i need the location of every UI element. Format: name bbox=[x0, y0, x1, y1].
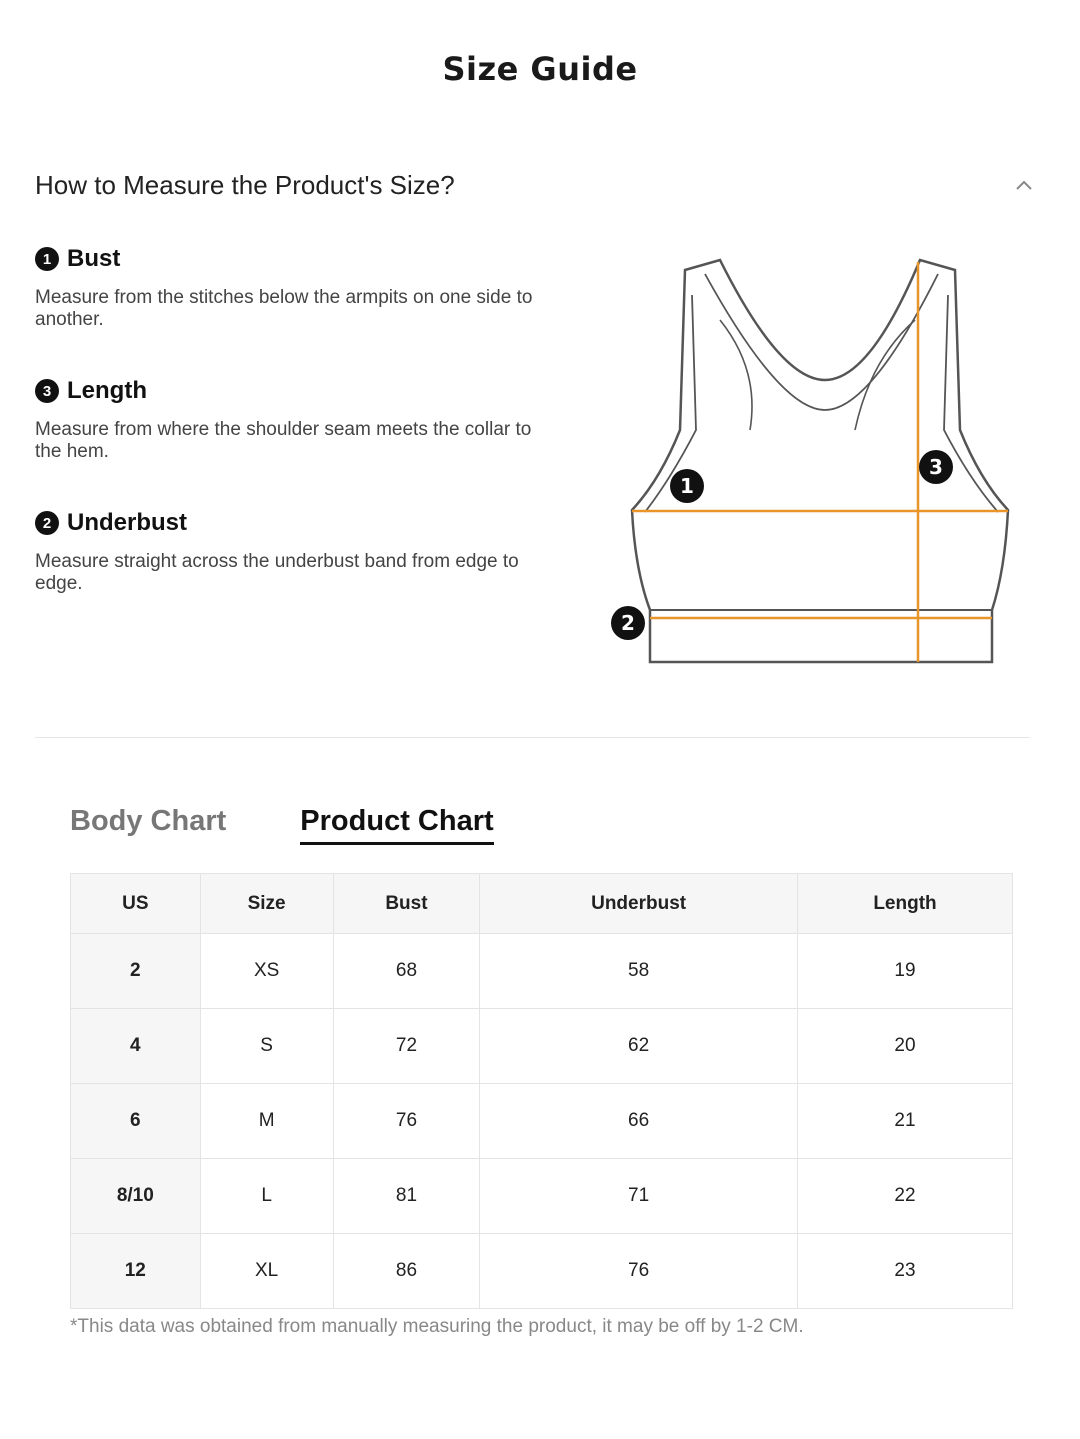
cell-underbust: 66 bbox=[480, 1084, 798, 1159]
cell-size: XS bbox=[200, 934, 333, 1009]
table-row bbox=[71, 1234, 1013, 1309]
measure-name: Bust bbox=[67, 245, 121, 272]
column-header-bust: Bust bbox=[333, 874, 480, 934]
bra-racerback-left bbox=[720, 320, 752, 430]
cell-us: 2 bbox=[71, 934, 201, 1009]
svg-text:2: 2 bbox=[621, 611, 635, 635]
cell-bust: 68 bbox=[333, 934, 480, 1009]
measure-item-bust bbox=[35, 245, 545, 331]
sports-bra-diagram bbox=[600, 250, 1040, 680]
marker-length bbox=[919, 450, 953, 484]
column-header-size: Size bbox=[200, 874, 333, 934]
cell-bust: 86 bbox=[333, 1234, 480, 1309]
tab-body-chart[interactable]: Body Chart bbox=[70, 805, 227, 837]
number-badge: 1 bbox=[35, 247, 59, 271]
marker-underbust bbox=[611, 606, 645, 640]
chart-tabs bbox=[70, 805, 494, 845]
size-table bbox=[70, 873, 1013, 1309]
cell-bust: 76 bbox=[333, 1084, 480, 1159]
tab-product-chart[interactable]: Product Chart bbox=[300, 805, 493, 845]
chevron-up-icon[interactable] bbox=[1013, 175, 1035, 197]
cell-underbust: 71 bbox=[480, 1159, 798, 1234]
footnote: *This data was obtained from manually measuring the product, it may be off by 1-2 CM. bbox=[70, 1316, 804, 1337]
table-row bbox=[71, 934, 1013, 1009]
column-header-length: Length bbox=[797, 874, 1012, 934]
measure-instructions bbox=[35, 245, 545, 641]
page-title: Size Guide bbox=[442, 50, 638, 88]
number-badge: 3 bbox=[35, 379, 59, 403]
cell-bust: 72 bbox=[333, 1009, 480, 1084]
table-row bbox=[71, 1084, 1013, 1159]
bra-racerback-right bbox=[855, 320, 915, 430]
cell-underbust: 76 bbox=[480, 1234, 798, 1309]
number-badge: 2 bbox=[35, 511, 59, 535]
measure-description: Measure from the stitches below the armpits on one side to another. bbox=[35, 287, 533, 330]
measure-description: Measure straight across the underbust band from edge to edge. bbox=[35, 551, 519, 594]
cell-size: XL bbox=[200, 1234, 333, 1309]
measure-item-length bbox=[35, 377, 545, 463]
cell-us: 4 bbox=[71, 1009, 201, 1084]
measure-name: Underbust bbox=[67, 509, 187, 536]
table-row bbox=[71, 1159, 1013, 1234]
section-divider bbox=[35, 737, 1030, 738]
column-header-us: US bbox=[71, 874, 201, 934]
cell-size: L bbox=[200, 1159, 333, 1234]
cell-length: 19 bbox=[797, 934, 1012, 1009]
table-header-row bbox=[71, 874, 1013, 934]
bra-armhole-right bbox=[944, 295, 998, 512]
cell-us: 8/10 bbox=[71, 1159, 201, 1234]
measure-item-underbust bbox=[35, 509, 545, 595]
marker-bust bbox=[670, 469, 704, 503]
cell-us: 6 bbox=[71, 1084, 201, 1159]
svg-text:3: 3 bbox=[929, 455, 943, 479]
section-title: How to Measure the Product's Size? bbox=[35, 170, 455, 200]
table-row bbox=[71, 1009, 1013, 1084]
cell-us: 12 bbox=[71, 1234, 201, 1309]
cell-length: 20 bbox=[797, 1009, 1012, 1084]
svg-text:1: 1 bbox=[680, 474, 694, 498]
column-header-underbust: Underbust bbox=[480, 874, 798, 934]
cell-length: 22 bbox=[797, 1159, 1012, 1234]
cell-underbust: 62 bbox=[480, 1009, 798, 1084]
cell-length: 23 bbox=[797, 1234, 1012, 1309]
bra-neckline-inner bbox=[705, 274, 938, 410]
cell-bust: 81 bbox=[333, 1159, 480, 1234]
measure-section-header[interactable] bbox=[35, 170, 1035, 201]
cell-size: M bbox=[200, 1084, 333, 1159]
cell-underbust: 58 bbox=[480, 934, 798, 1009]
cell-size: S bbox=[200, 1009, 333, 1084]
measure-description: Measure from where the shoulder seam meets the collar to the hem. bbox=[35, 419, 532, 462]
cell-length: 21 bbox=[797, 1084, 1012, 1159]
measure-name: Length bbox=[67, 377, 147, 404]
